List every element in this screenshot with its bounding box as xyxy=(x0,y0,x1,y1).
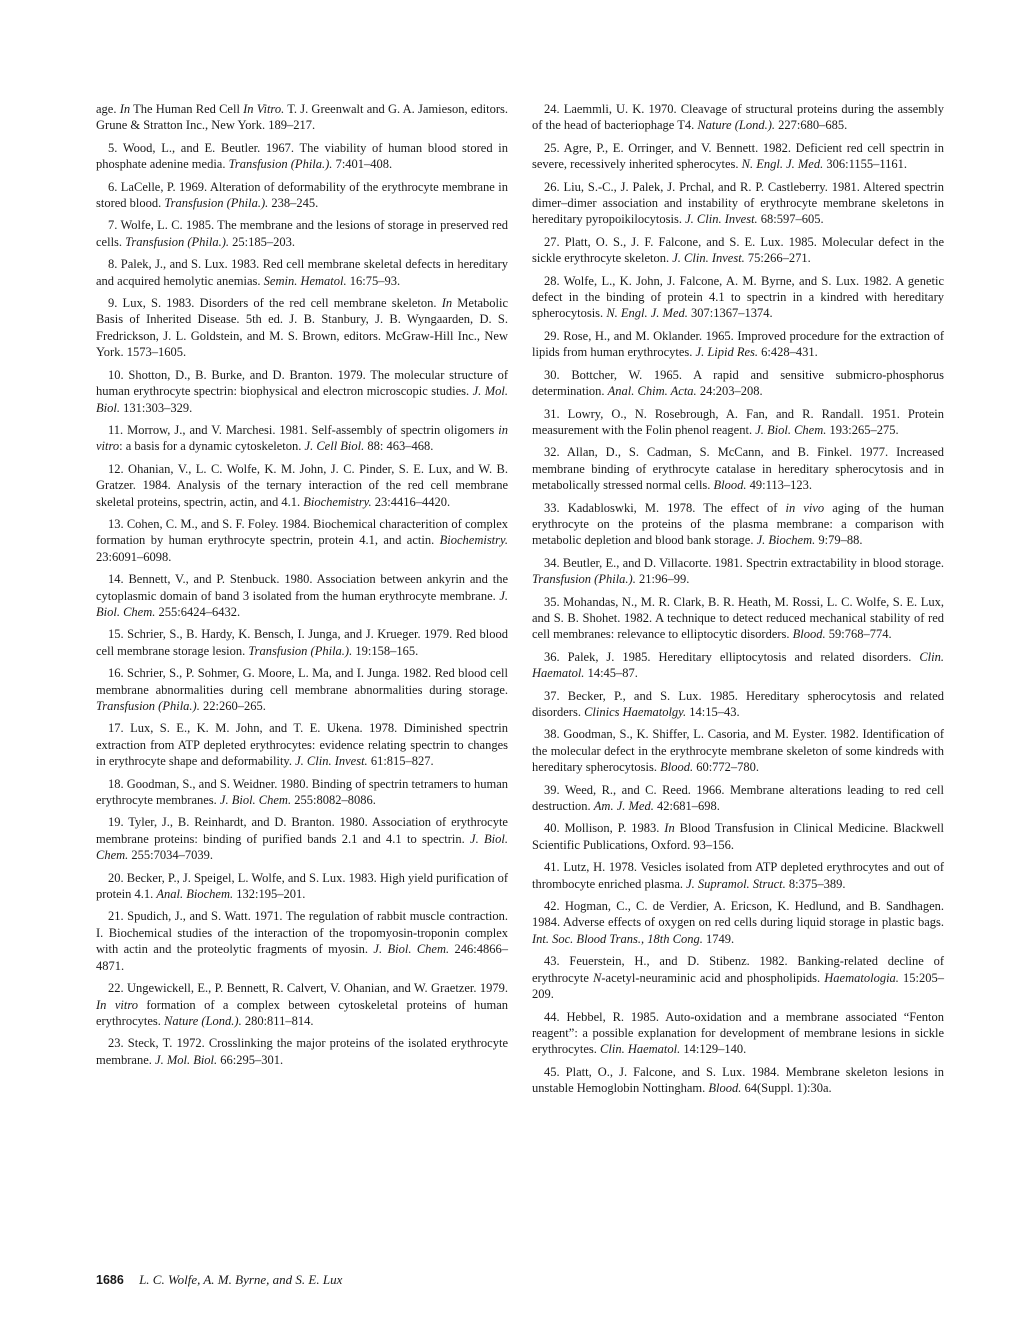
reference-entry xyxy=(532,726,944,775)
reference-text: 20. Becker, P., J. Speigel, L. Wolfe, and S. Lux. 1983. High yield purification of protein 4.1. xyxy=(96,870,508,902)
reference-entry xyxy=(96,295,508,361)
reference-text: 36. Palek, J. 1985. Hereditary elliptocytosis and related disorders. xyxy=(544,649,920,664)
reference-text: 75:266–271. xyxy=(744,251,811,266)
reference-entry xyxy=(532,101,944,134)
reference-entry xyxy=(96,101,508,134)
reference-entry xyxy=(532,688,944,721)
reference-text: 60:772–780. xyxy=(693,760,760,775)
reference-italic-text: In xyxy=(119,102,131,116)
reference-text: 27. Platt, O. S., J. F. Falcone, and S. E. Lux. 1985. Molecular defect in the sickle erythrocyte skeleton. xyxy=(532,234,944,266)
reference-text: 18. Goodman, S., and S. Weidner. 1980. Binding of spectrin tetramers to human erythrocyte membranes. xyxy=(96,776,508,808)
reference-italic-text: J. Biol. Chem. xyxy=(96,831,508,863)
reference-italic-text: N. Engl. J. Med. xyxy=(606,306,688,321)
reference-text: 42:681–698. xyxy=(653,799,720,814)
reference-text: 29. Rose, H., and M. Oklander. 1965. Improved procedure for the extraction of lipids from human erythrocytes. xyxy=(532,328,944,360)
reference-text: 42. Hogman, C., C. de Verdier, A. Ericson, K. Hedlund, and B. Sandhagen. 1984. Adverse effects of oxygen on red cells during liquid storage in plastic bags. xyxy=(532,899,944,930)
reference-text: age. xyxy=(96,102,120,116)
reference-text: 61:815–827. xyxy=(367,754,434,769)
reference-italic-text: Haematologia. xyxy=(824,970,899,985)
reference-italic-text: In vitro xyxy=(96,997,138,1012)
reference-text: 9:79–88. xyxy=(815,533,863,548)
reference-text: 14. Bennett, V., and P. Stenbuck. 1980. Association between ankyrin and the cytoplasmic domain of band 3 isolated from the human erythrocyte membrane. xyxy=(96,572,508,603)
reference-text: 59:768–774. xyxy=(825,627,892,642)
reference-entry xyxy=(532,859,944,892)
reference-italic-text: Nature (Lond.). xyxy=(697,118,775,133)
reference-italic-text: Transfusion (Phila.). xyxy=(228,157,333,172)
reference-entry xyxy=(532,234,944,267)
reference-italic-text: Anal. Biochem. xyxy=(156,887,234,902)
reference-entry xyxy=(532,649,944,682)
reference-text: 35. Mohandas, N., M. R. Clark, B. R. Heath, M. Rossi, L. C. Wolfe, S. E. Lux, and S. B. Shohet. 1982. A technique to detect reduced mechanical stability of red cell membranes: relevance to elliptocytic disorders. xyxy=(532,594,944,642)
reference-text: 31. Lowry, O., N. Rosebrough, A. Fan, and R. Randall. 1951. Protein measurement with the Folin phenol reagent. xyxy=(532,406,944,437)
reference-entry xyxy=(96,217,508,250)
reference-text: 8:375–389. xyxy=(785,876,846,891)
reference-italic-text: Int. Soc. Blood Trans., 18th Cong. xyxy=(532,931,703,946)
reference-entry xyxy=(532,273,944,322)
reference-italic-text: Blood. xyxy=(660,760,694,775)
reference-text: 45. Platt, O., J. Falcone, and S. Lux. 1984. Membrane skeleton lesions in unstable Hemoglobin Nottingham. xyxy=(532,1064,944,1096)
reference-entry xyxy=(532,140,944,173)
reference-text: 25:185–203. xyxy=(229,234,295,249)
reference-italic-text: J. Cell Biol. xyxy=(304,439,365,454)
reference-italic-text: Clinics Haematolgy. xyxy=(584,705,687,719)
reference-text: 12. Ohanian, V., L. C. Wolfe, K. M. John, J. C. Pinder, S. E. Lux, and W. B. Gratzer. 1984. Analysis of the ternary interaction of the red cell membrane skeletal proteins, spectrin, actin, and 4.1. xyxy=(96,461,508,509)
reference-text: 43. Feuerstein, H., and D. Stibenz. 1982. Banking-related decline of erythrocyte xyxy=(532,954,944,985)
reference-text: 32. Allan, D., S. Cadman, S. McCann, and B. Finkel. 1977. Increased membrane binding of erythrocyte catalase in hereditary spherocytosis and in metabolically stressed normal cells. xyxy=(532,445,944,493)
reference-text: 23. Steck, T. 1972. Crosslinking the major proteins of the isolated erythrocyte membrane. xyxy=(96,1036,508,1067)
reference-text: 25. Agre, P., E. Orringer, and V. Bennett. 1982. Deficient red cell spectrin in severe, recessively inherited spherocytes. xyxy=(532,140,944,172)
reference-entry xyxy=(96,1035,508,1068)
reference-italic-text: J. Supramol. Struct. xyxy=(686,876,786,891)
reference-text: 9. Lux, S. 1983. Disorders of the red cell membrane skeleton. xyxy=(108,296,442,311)
reference-text: : a basis for a dynamic cytoskeleton. xyxy=(119,439,305,454)
reference-text: 6:428–431. xyxy=(758,345,818,360)
running-footer-authors: L. C. Wolfe, A. M. Byrne, and S. E. Lux xyxy=(139,1272,343,1287)
reference-entry xyxy=(532,500,944,549)
reference-italic-text: J. Lipid Res. xyxy=(695,345,759,360)
reference-italic-text: Nature (Lond.). xyxy=(164,1013,242,1028)
reference-italic-text: Biochemistry. xyxy=(303,494,372,509)
reference-text: 8. Palek, J., and S. Lux. 1983. Red cell membrane skeletal defects in hereditary and acquired hemolytic anemias. xyxy=(96,257,508,288)
reference-text: 33. Kadabloswki, M. 1978. The effect of xyxy=(544,500,786,515)
reference-text: 6. LaCelle, P. 1969. Alteration of deformability of the erythrocyte membrane in stored blood. xyxy=(96,179,508,211)
reference-text: 37. Becker, P., and S. Lux. 1985. Hereditary spherocytosis and related disorders. xyxy=(532,688,944,719)
reference-text: 10. Shotton, D., B. Burke, and D. Branton. 1979. The molecular structure of human erythrocyte spectrin: biophysical and electron microscopic studies. xyxy=(96,367,508,399)
reference-italic-text: Anal. Chim. Acta. xyxy=(607,384,697,399)
reference-italic-text: Am. J. Med. xyxy=(593,799,654,814)
reference-text: 24. Laemmli, U. K. 1970. Cleavage of structural proteins during the assembly of the head of bacteriophage T4. xyxy=(532,102,944,133)
reference-text: 40. Mollison, P. 1983. xyxy=(544,821,665,836)
reference-italic-text: J. Clin. Invest. xyxy=(295,754,368,769)
reference-text: 1749. xyxy=(702,931,735,946)
reference-italic-text: Transfusion (Phila.). xyxy=(125,234,230,249)
reference-text: 15:205–209. xyxy=(532,970,944,1002)
reference-text: 19. Tyler, J., B. Reinhardt, and D. Branton. 1980. Association of erythrocyte membrane proteins: binding of purified bands 2.1 and 4.1 to spectrin. xyxy=(96,815,508,846)
reference-text: T. J. Greenwalt and G. A. Jamieson, editors. Grune & Stratton Inc., New York. 189–217. xyxy=(96,102,508,133)
reference-entry xyxy=(96,814,508,863)
reference-text: 88: 463–468. xyxy=(364,439,434,454)
reference-text: 64(Suppl. 1):30a. xyxy=(741,1081,832,1096)
reference-entry xyxy=(96,665,508,714)
reference-text: 255:6424–6432. xyxy=(155,604,241,619)
reference-italic-text: In Vitro. xyxy=(243,102,285,116)
reference-text: 26. Liu, S.-C., J. Palek, J. Prchal, and R. P. Castleberry. 1981. Altered spectrin dimer–dimer association and instability of erythrocyte membrane skeletons in hereditary pyropoikilocytosis. xyxy=(532,179,944,227)
reference-text: 5. Wood, L., and E. Beutler. 1967. The viability of human blood stored in phosphate adenine media. xyxy=(96,140,508,172)
reference-italic-text: N. Engl. J. Med. xyxy=(741,157,824,172)
reference-text: 7. Wolfe, L. C. 1985. The membrane and the lesions of storage in preserved red cells. xyxy=(96,218,508,249)
reference-entry xyxy=(96,179,508,212)
reference-entry xyxy=(532,406,944,439)
reference-italic-text: N xyxy=(593,970,602,985)
reference-text: 21. Spudich, J., and S. Watt. 1971. The regulation of rabbit muscle contraction. I. Biochemical studies of the interaction of the tropomyosin-troponin complex with actin and the proteolytic fragments of myosin. xyxy=(96,909,508,957)
reference-italic-text: Transfusion (Phila.). xyxy=(96,699,200,713)
reference-italic-text: J. Clin. Invest. xyxy=(685,212,758,227)
reference-text: 131:303–329. xyxy=(119,400,193,415)
reference-text: 22. Ungewickell, E., P. Bennett, R. Calvert, V. Ohanian, and W. Graetzer. 1979. xyxy=(108,981,508,996)
page-number: 1686 xyxy=(96,1273,124,1287)
reference-italic-text: Blood. xyxy=(792,627,826,642)
reference-text: 38. Goodman, S., K. Shiffer, L. Casoria, and M. Eyster. 1982. Identification of the molecular defect in the erythrocyte membrane skeleton of some kindreds with hereditary spherocytosis. xyxy=(532,727,944,775)
reference-text: 13. Cohen, C. M., and S. F. Foley. 1984. Biochemical characterition of complex formation by human erythrocyte spectrin, protein 4.1, and actin. xyxy=(96,516,508,548)
reference-text: -acetyl-neuraminic acid and phospholipids. xyxy=(601,970,825,985)
reference-entry xyxy=(96,571,508,620)
reference-text: 227:680–685. xyxy=(775,118,848,133)
reference-italic-text: Blood. xyxy=(708,1081,742,1096)
reference-italic-text: Biochemistry. xyxy=(439,533,508,548)
reference-text: 193:265–275. xyxy=(826,422,899,437)
reference-entry xyxy=(96,870,508,903)
reference-text: 255:7034–7039. xyxy=(128,848,214,863)
reference-text: 16:75–93. xyxy=(346,273,401,288)
reference-text: 24:203–208. xyxy=(696,384,763,399)
reference-italic-text: in vivo xyxy=(785,500,825,515)
references-right-column xyxy=(532,101,944,1103)
reference-text: 23:4416–4420. xyxy=(371,494,451,509)
reference-text: 14:129–140. xyxy=(680,1042,747,1057)
reference-text: 34. Beutler, E., and D. Villacorte. 1981. Spectrin extractability in blood storage. xyxy=(544,555,944,570)
reference-text: Metabolic Basis of Inherited Disease. 5th ed. J. B. Stanbury, J. B. Wyngaarden, D. S. Fredrickson, J. L. Goldstein, and M. S. Brown, editors. McGraw-Hill Inc., New York. 1573–1605. xyxy=(96,296,508,360)
reference-text: 246:4866–4871. xyxy=(96,942,508,973)
reference-text: 30. Bottcher, W. 1965. A rapid and sensitive submicro-phosphorus determination. xyxy=(532,367,944,399)
reference-text: 21:96–99. xyxy=(635,572,690,587)
reference-text: 39. Weed, R., and C. Reed. 1966. Membrane alterations leading to red cell destruction. xyxy=(532,782,944,814)
reference-italic-text: Clin. Haematol. xyxy=(600,1042,681,1057)
reference-entry xyxy=(96,516,508,565)
reference-entry xyxy=(96,256,508,289)
reference-text: 14:15–43. xyxy=(686,705,740,719)
reference-entry xyxy=(96,980,508,1029)
reference-italic-text: J. Mol. Biol. xyxy=(155,1052,218,1067)
reference-text: 23:6091–6098. xyxy=(96,549,172,564)
reference-text: 16. Schrier, S., P. Sohmer, G. Moore, L. Ma, and I. Junga. 1982. Red blood cell membrane abnormalities during cell membrane abnormalities during storage. xyxy=(96,666,508,697)
reference-italic-text: J. Biochem. xyxy=(756,533,816,548)
reference-italic-text: J. Biol. Chem. xyxy=(219,793,292,808)
reference-text: 307:1367–1374. xyxy=(687,306,773,321)
reference-entry xyxy=(532,328,944,361)
reference-entry xyxy=(532,1064,944,1097)
reference-text: 22:260–265. xyxy=(199,699,266,713)
reference-italic-text: J. Mol. Biol. xyxy=(96,384,508,415)
reference-italic-text: J. Biol. Chem. xyxy=(96,588,508,619)
reference-entry xyxy=(96,720,508,769)
reference-entry xyxy=(532,444,944,493)
reference-entry xyxy=(532,594,944,643)
reference-italic-text: Semin. Hematol. xyxy=(263,273,347,288)
reference-text: 132:195–201. xyxy=(233,887,306,902)
reference-text: 306:1155–1161. xyxy=(823,157,908,172)
reference-entry xyxy=(532,367,944,400)
reference-italic-text: Transfusion (Phila.). xyxy=(532,572,636,587)
reference-entry xyxy=(532,782,944,815)
reference-entry xyxy=(96,422,508,455)
reference-entry xyxy=(96,461,508,510)
references-left-column xyxy=(96,101,508,1074)
reference-text: 41. Lutz, H. 1978. Vesicles isolated from ATP depleted erythrocytes and out of thrombocyte enriched plasma. xyxy=(532,860,944,891)
reference-text: 68:597–605. xyxy=(757,212,824,227)
reference-entry xyxy=(532,555,944,588)
page-footer xyxy=(96,1272,342,1288)
reference-italic-text: Transfusion (Phila.). xyxy=(164,196,269,211)
reference-text: 44. Hebbel, R. 1985. Auto-oxidation and a membrane associated “Fenton reagent”: a possible explanation for development of membrane lesions in sickle erythrocytes. xyxy=(532,1009,944,1057)
reference-text: aging of the human erythrocyte on the proteins of the plasma membrane: a comparison with metabolic depletion and blood bank storage. xyxy=(532,500,944,548)
reference-text: 15. Schrier, S., B. Hardy, K. Bensch, I. Junga, and J. Krueger. 1979. Red blood cell membrane storage lesion. xyxy=(96,627,508,658)
reference-text: 28. Wolfe, L., K. John, J. Falcone, A. M. Byrne, and S. Lux. 1982. A genetic defect in the binding of protein 4.1 to spectrin in a kindred with hereditary spherocytosis. xyxy=(532,273,944,321)
reference-entry xyxy=(532,898,944,947)
reference-entry xyxy=(96,776,508,809)
reference-text: 14:45–87. xyxy=(584,666,638,681)
reference-text: Blood Transfusion in Clinical Medicine. Blackwell Scientific Publications, Oxford. 93–156. xyxy=(532,821,944,852)
reference-text: 255:8082–8086. xyxy=(291,793,376,808)
reference-entry xyxy=(532,179,944,228)
reference-text: 49:113–123. xyxy=(746,478,813,493)
reference-entry xyxy=(532,820,944,853)
reference-italic-text: Transfusion (Phila.). xyxy=(248,643,353,658)
reference-text: 7:401–408. xyxy=(332,157,393,172)
reference-text: 280:811–814. xyxy=(241,1013,314,1028)
reference-entry xyxy=(532,1009,944,1058)
reference-italic-text: Blood. xyxy=(713,478,747,493)
reference-text: 19:158–165. xyxy=(352,643,419,658)
reference-entry xyxy=(96,626,508,659)
reference-text: 17. Lux, S. E., K. M. John, and T. E. Ukena. 1978. Diminished spectrin extraction from ATP depleted erythrocytes: evidence relating spectrin to changes in erythrocyte shape and deformability. xyxy=(96,721,508,769)
reference-italic-text: J. Biol. Chem. xyxy=(373,942,450,957)
reference-italic-text: J. Biol. Chem. xyxy=(755,422,827,437)
reference-text: 238–245. xyxy=(268,196,319,211)
reference-italic-text: J. Clin. Invest. xyxy=(672,251,745,266)
reference-entry xyxy=(96,140,508,173)
reference-italic-text: In xyxy=(441,296,453,311)
reference-italic-text: in vitro xyxy=(96,422,508,454)
reference-text: 11. Morrow, J., and V. Marchesi. 1981. Self-assembly of spectrin oligomers xyxy=(108,422,499,437)
reference-text: formation of a complex between cytoskeletal proteins of human erythrocytes. xyxy=(96,997,508,1028)
reference-entry xyxy=(96,908,508,974)
reference-italic-text: Clin. Haematol. xyxy=(532,649,944,681)
reference-entry xyxy=(96,367,508,416)
reference-entry xyxy=(532,953,944,1002)
reference-italic-text: In xyxy=(664,821,675,836)
reference-text: The Human Red Cell xyxy=(130,102,244,116)
reference-text: 66:295–301. xyxy=(217,1052,284,1067)
